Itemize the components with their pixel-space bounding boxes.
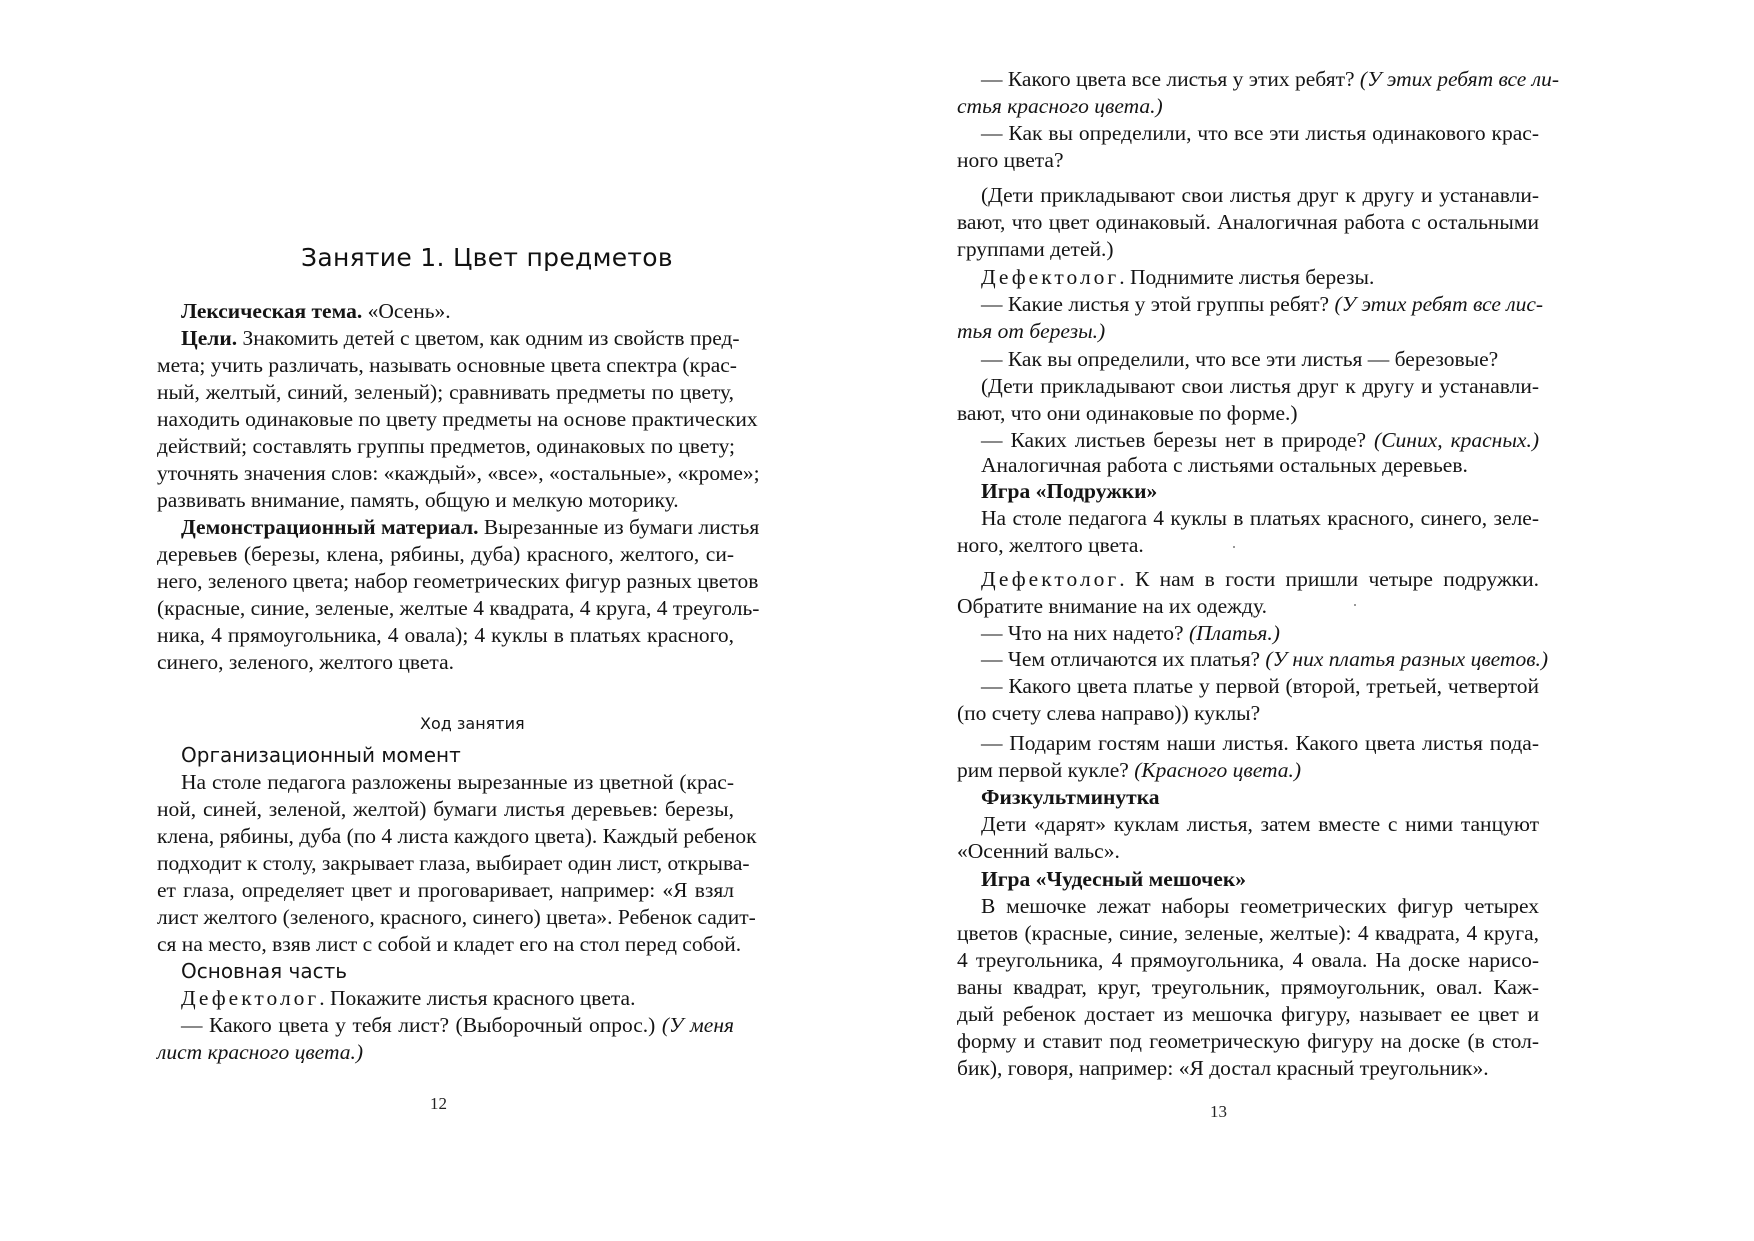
game-heading-friends: Игра «Подружки» [981,479,1158,503]
text-line: 4 треугольника, 4 прямоугольника, 4 овала. На доске нарисо- [957,948,1539,972]
text-line: цветов (красные, синие, зеленые, желтые): 4 квадрата, 4 круга, [957,921,1539,945]
page-number: 13 [1210,1102,1227,1121]
org-line: клена, рябины, дуба (по 4 листа каждого цвета). Каждый ребенок [157,824,757,848]
goals-line: развивать внимание, память, общую и мелкую моторику. [157,488,679,512]
main-instruction: Дефектолог. Покажите листья красного цвета. [181,986,636,1010]
main-question: — Какого цвета у тебя лист? (Выборочный опрос.) (У меня [181,1013,734,1037]
main-answer: лист красного цвета.) [157,1040,364,1064]
text-line: — Каких листьев березы нет в природе? (Синих, красных.) [981,428,1539,452]
org-line: подходит к столу, закрывает глаза, выбирает один лист, открыва- [157,851,750,875]
goals-line: мета; учить различать, называть основные цвета спектра (крас- [157,353,737,377]
lesson-heading: Ход занятия [420,714,525,733]
scan-speck [1233,546,1235,548]
org-line: лист желтого (зеленого, красного, синего) цвета». Ребенок садит- [157,905,756,929]
text-line: тья от березы.) [957,319,1106,343]
speaker-label: Дефектолог [981,567,1120,591]
demo-label: Демонстрационный материал. [181,515,479,539]
text-line: дый ребенок достает из мешочка фигуру, называет ее цвет и [957,1002,1539,1026]
speaker-label: Дефектолог [981,265,1120,289]
lexical-topic-value: «Осень». [362,299,451,323]
text-line: ного, желтого цвета. [957,533,1144,557]
text-line: «Осенний вальс». [957,839,1120,863]
text-line: (по счету слева направо)) куклы? [957,701,1261,725]
demo-line: Демонстрационный материал. Вырезанные из бумаги листья [181,515,760,539]
text-line: вают, что цвет одинаковый. Аналогичная работа с остальными [957,210,1539,234]
lesson-title: Занятие 1. Цвет предметов [301,243,673,272]
text-line: — Какие листья у этой группы ребят? (У этих ребят все лис- [981,292,1544,316]
text-line: ваны квадрат, круг, треугольник, прямоугольник, овал. Каж- [957,975,1539,999]
goals-line: ный, желтый, синий, зеленый); сравнивать предметы по цвету, [157,380,734,404]
demo-line: деревьев (березы, клена, рябины, дуба) красного, желтого, си- [157,542,734,566]
page-number: 12 [430,1094,447,1113]
text-line: — Какого цвета платье у первой (второй, третьей, четвертой [981,674,1539,698]
main-part-heading: Основная часть [181,959,348,983]
goals-label: Цели. [181,326,238,350]
text-line: Аналогичная работа с листьями остальных деревьев. [981,453,1468,477]
text-line: — Какого цвета все листья у этих ребят? (У этих ребят все ли- [981,67,1559,91]
text-line: — Как вы определили, что все эти листья — березовые? [981,347,1499,371]
text-line: — Подарим гостям наши листья. Какого цвета листья пода- [981,731,1539,755]
text-line: рим первой кукле? (Красного цвета.) [957,758,1302,782]
demo-line: (красные, синие, зеленые, желтые 4 квадрата, 4 круга, 4 треуголь- [157,596,760,620]
text-line: стья красного цвета.) [957,94,1163,118]
org-line: ет глаза, определяет цвет и проговаривает, например: «Я взял [157,878,734,902]
speaker-label: Дефектолог [181,986,320,1010]
text-line: вают, что они одинаковые по форме.) [957,401,1298,425]
text-line: На столе педагога 4 куклы в платьях красного, синего, зеле- [981,506,1539,530]
text-line: форму и ставит под геометрическую фигуру на доске (в стол- [957,1029,1539,1053]
section-heading-exercise: Физкультминутка [981,785,1160,809]
demo-line: синего, зеленого, желтого цвета. [157,650,454,674]
text-line: Дефектолог. Поднимите листья березы. [981,265,1375,289]
lexical-topic [181,298,451,324]
goals-line: находить одинаковые по цвету предметы на основе практических [157,407,758,431]
text-line: (Дети прикладывают свои листья друг к другу и устанавли- [981,183,1539,207]
org-line: ся на место, взяв лист с собой и кладет его на стол перед собой. [157,932,742,956]
text-line: — Как вы определили, что все эти листья одинакового крас- [981,121,1539,145]
demo-line: него, зеленого цвета; набор геометрических фигур разных цветов [157,569,759,593]
text-line: Дети «дарят» куклам листья, затем вместе с ними танцуют [981,812,1539,836]
goals-line: действий; составлять группы предметов, одинаковых по цвету; [157,434,736,458]
demo-line: ника, 4 прямоугольника, 4 овала); 4 куклы в платьях красного, [157,623,734,647]
text-line: (Дети прикладывают свои листья друг к другу и устанавли- [981,374,1539,398]
goals-line: Цели. Знакомить детей с цветом, как одним из свойств пред- [181,326,740,350]
goals-line: уточнять значения слов: «каждый», «все», «остальные», «кроме»; [157,461,760,485]
text-line: Дефектолог. К нам в гости пришли четыре подружки. [981,567,1539,591]
text-line: группами детей.) [957,237,1114,261]
text-line: ного цвета? [957,148,1064,172]
right-page [877,0,1754,1241]
org-line: На столе педагога разложены вырезанные из цветной (крас- [181,770,734,794]
text-line: бик), говоря, например: «Я достал красный треугольник». [957,1056,1489,1080]
text-line: В мешочке лежат наборы геометрических фигур четырех [981,894,1539,918]
text-line: Обратите внимание на их одежду. [957,594,1267,618]
org-moment-heading: Организационный момент [181,743,461,767]
game-heading-bag: Игра «Чудесный мешочек» [981,867,1246,891]
org-line: ной, синей, зеленой, желтой) бумаги листья деревьев: березы, [157,797,734,821]
text-line: — Что на них надето? (Платья.) [981,621,1280,645]
scan-speck [1354,604,1356,606]
lexical-topic-label: Лексическая тема. [181,299,363,323]
text-line: — Чем отличаются их платья? (У них платья разных цветов.) [981,647,1549,671]
